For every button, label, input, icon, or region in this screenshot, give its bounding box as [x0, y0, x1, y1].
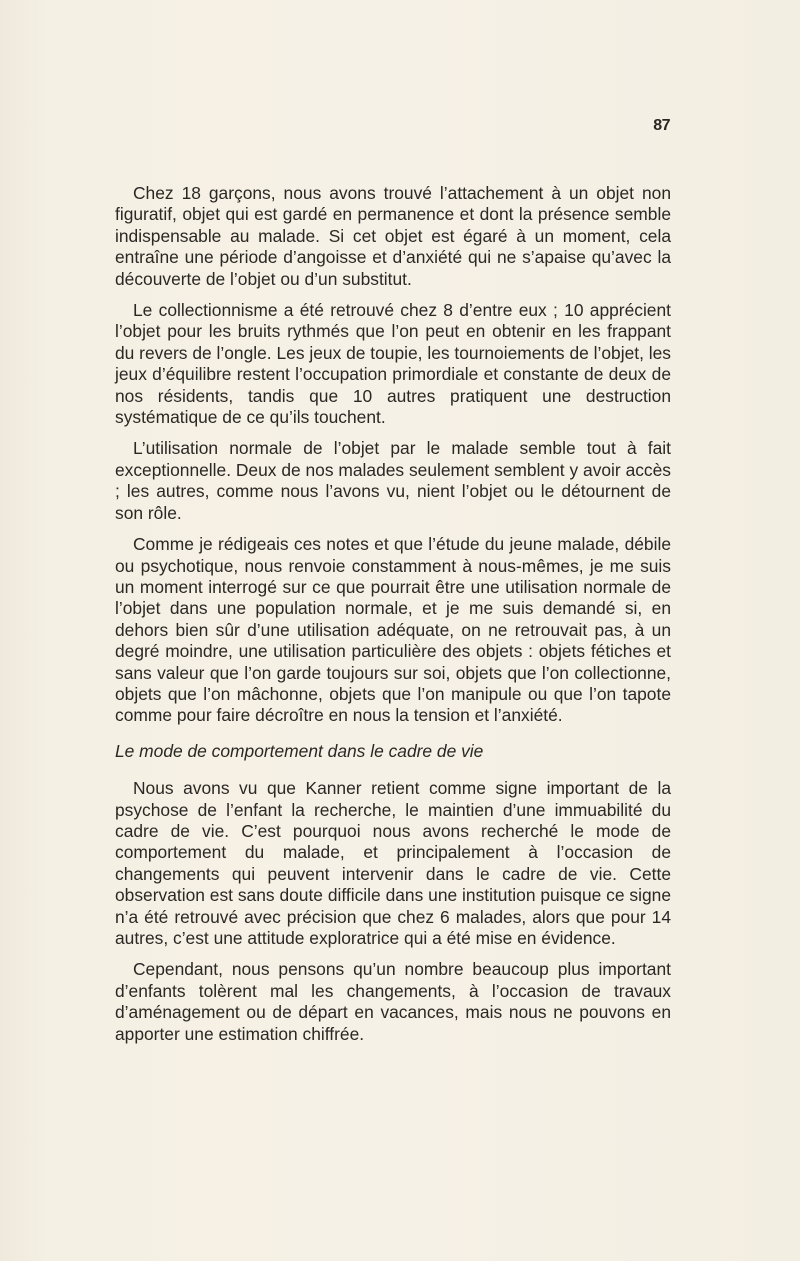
section-heading: Le mode de comportement dans le cadre de vie — [115, 740, 484, 761]
paragraph: L’utilisation normale de l’objet par le malade semble tout à fait exceptionnelle. Deux de nos malades seulement semblent y avoir accès ; les autres, comme nous l’avons vu, nient l’objet ou le détournent de son rôle. — [115, 438, 671, 523]
paragraph: Le collectionnisme a été retrouvé chez 8 d’entre eux ; 10 apprécient l’objet pour les bruits rythmés que l’on peut en obtenir en les frappant du revers de l’ongle. Les jeux de toupie, les tournoiements de l’objet, les jeux d’équilibre restent l’occupation primordiale et constante de deux de nos résidents, tandis que 10 autres pratiquent une destruction systématique de ce qu’ils touchent. — [115, 300, 671, 428]
page-number: 87 — [653, 117, 670, 134]
paragraph: Cependant, nous pensons qu’un nombre beaucoup plus important d’enfants tolèrent mal les changements, à l’occasion de travaux d’aménagement ou de départ en vacances, mais nous ne pouvons en apporter une estimation chiffrée. — [115, 959, 671, 1044]
body-text — [115, 183, 671, 1055]
paragraph: Chez 18 garçons, nous avons trouvé l’attachement à un objet non figuratif, objet qui est gardé en permanence et dont la présence semble indispensable au malade. Si cet objet est égaré à un moment, cela entraîne une période d’angoisse et d’anxiété qui ne s’apaise qu’avec la découverte de l’objet ou d’un substitut. — [115, 183, 671, 289]
paragraph: Comme je rédigeais ces notes et que l’étude du jeune malade, débile ou psychotique, nous renvoie constamment à nous-mêmes, je me suis un moment interrogé sur ce que pourrait être une utilisation normale de l’objet dans une population normale, et je me suis demandé si, en dehors bien sûr d’une utilisation adéquate, on ne retrouvait pas, à un degré moindre, une utilisation particulière des objets : objets fétiches et sans valeur que l’on garde toujours sur soi, objets que l’on collectionne, objets que l’on mâchonne, objets que l’on manipule ou que l’on tapote comme pour faire décroître en nous la tension et l’anxiété. — [115, 534, 671, 726]
paragraph: Nous avons vu que Kanner retient comme signe important de la psychose de l’enfant la recherche, le maintien d’une immuabilité du cadre de vie. C’est pourquoi nous avons recherché le mode de comportement du malade, et principalement à l’occasion de changements qui peuvent intervenir dans le cadre de vie. Cette observation est sans doute difficile dans une institution puisque ce signe n’a été retrouvé avec précision que chez 6 malades, alors que pour 14 autres, c’est une attitude exploratrice qui a été mise en évidence. — [115, 778, 671, 948]
